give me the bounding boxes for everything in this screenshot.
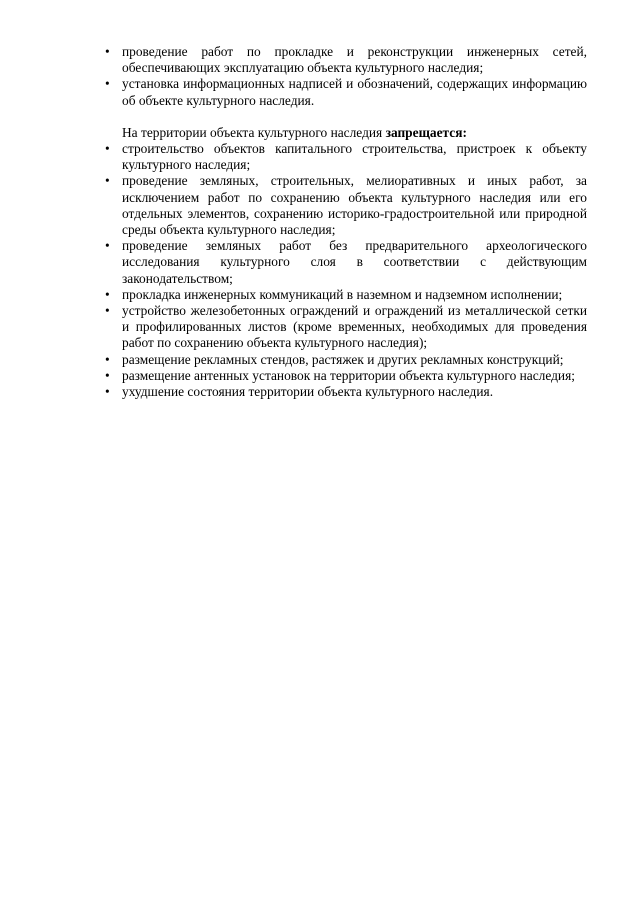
bullet-icon: • [105,351,110,367]
list-item-text: ухудшение состояния территории объекта культурного наследия. [122,384,494,400]
prohibition-intro [105,125,587,141]
bullet-icon: • [105,384,110,400]
list-item [105,76,587,108]
list-item-text: проведение работ по прокладке и реконструкции инженерных сетей, обеспечивающих эксплуатацию объекта культурного наследия; [122,44,587,76]
list-item-text: проведение земляных работ без предварительного археологического исследования культурного слоя в соответствии с действующим законодательством; [122,238,587,286]
list-item [105,238,587,287]
bullet-icon: • [105,141,110,157]
list-item [105,287,587,303]
list-item [105,303,587,352]
bullet-icon: • [105,367,110,383]
prohibition-intro-text: На территории объекта культурного наследия [122,124,386,140]
list-item-text: размещение рекламных стендов, растяжек и других рекламных конструкций; [122,351,564,367]
list-item [105,141,587,173]
prohibition-intro-emphasis: запрещается: [385,124,467,140]
list-item-text: строительство объектов капитального строительства, пристроек к объекту культурного наследия; [122,141,587,173]
bullet-icon: • [105,238,110,254]
list-item-text: установка информационных надписей и обозначений, содержащих информацию об объекте культурного наследия. [122,76,587,108]
list-item-text: размещение антенных установок на территории объекта культурного наследия; [122,367,575,383]
list-item-text: прокладка инженерных коммуникаций в наземном и надземном исполнении; [122,286,563,302]
list-item-text: устройство железобетонных ограждений и ограждений из металлической сетки и профилированных листов (кроме временных, необходимых для проведения работ по сохранению объекта культурного наследия); [122,303,587,351]
document-body [105,44,587,400]
bullet-icon: • [105,76,110,92]
prohibited-works-list [105,141,587,400]
list-item [105,173,587,238]
list-item [105,368,587,384]
list-item-text: проведение земляных, строительных, мелиоративных и иных работ, за исключением работ по сохранению объекта культурного наследия или его отдельных элементов, сохранению историко-градостроительной или природной среды объекта культурного наследия; [122,173,587,238]
bullet-icon: • [105,286,110,302]
list-item [105,44,587,76]
list-item [105,384,587,400]
bullet-icon: • [105,173,110,189]
bullet-icon: • [105,303,110,319]
bullet-icon: • [105,44,110,59]
list-item [105,352,587,368]
allowed-works-list [105,44,587,109]
